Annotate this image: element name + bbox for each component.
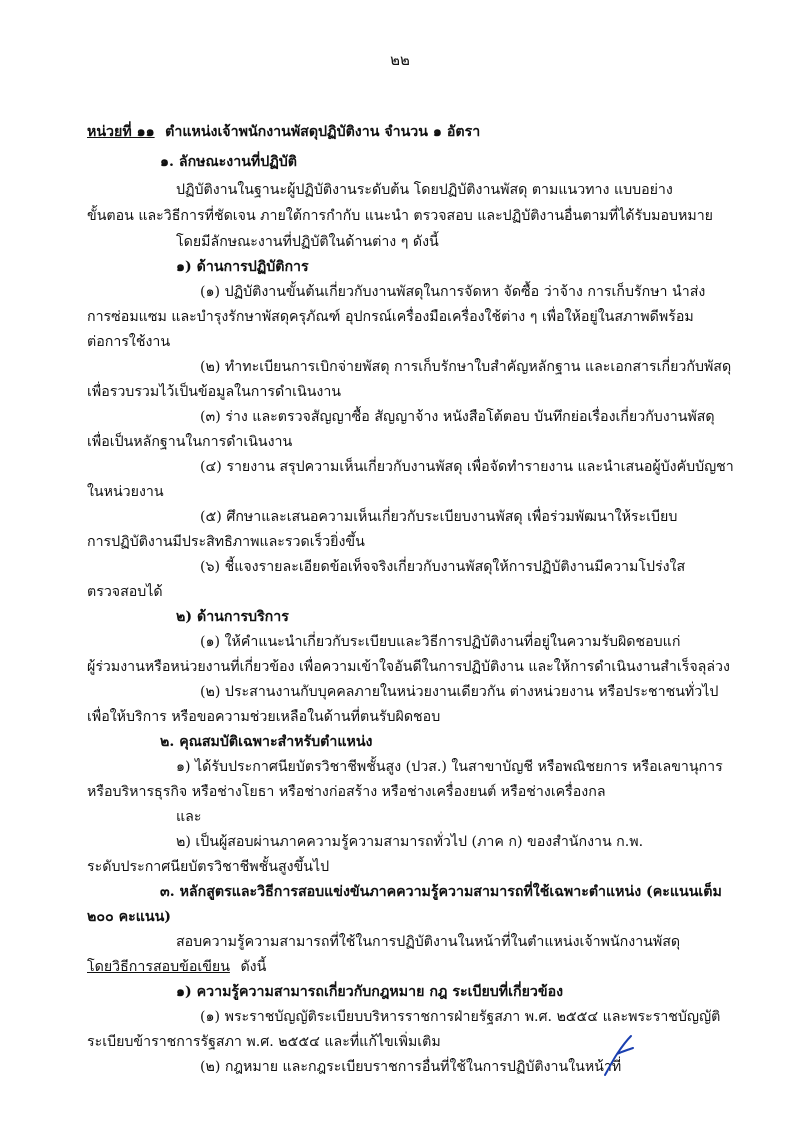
- text-line: ต่อการใช้งาน: [87, 334, 171, 350]
- text-line: (๑) ปฏิบัติงานขั้นต้นเกี่ยวกับงานพัสดุในการจัดหา จัดซื้อ ว่าจ้าง การเก็บรักษา นำส่ง: [200, 284, 706, 300]
- text-line: (๒) ทำทะเบียนการเบิกจ่ายพัสดุ การเก็บรักษาใบสำคัญหลักฐาน และเอกสารเกี่ยวกับพัสดุ: [200, 359, 732, 375]
- unit-label: หน่วยที่ ๑๑: [87, 124, 155, 140]
- written-exam-text: โดยวิธีการสอบข้อเขียน: [87, 959, 230, 975]
- text-line: การซ่อมแซม และบำรุงรักษาพัสดุครุภัณฑ์ อุปกรณ์เครื่องมือเครื่องใช้ต่าง ๆ เพื่อให้อยู่ในสภาพดีพร้อม: [87, 309, 694, 325]
- unit-heading: [87, 122, 727, 142]
- text-line: หรือบริหารธุรกิจ หรือช่างโยธา หรือช่างก่อสร้าง หรือช่างเครื่องยนต์ หรือช่างเครื่องกล: [87, 784, 606, 800]
- text-line: การปฏิบัติงานมีประสิทธิภาพและรวดเร็วยิ่งขึ้น: [87, 534, 365, 550]
- text-line: ระเบียบข้าราชการรัฐสภา พ.ศ. ๒๕๕๔ และที่แก้ไขเพิ่มเติม: [87, 1034, 441, 1050]
- section-3-heading: ๓. หลักสูตรและวิธีการสอบแข่งขันภาคความรู้ความสามารถที่ใช้เฉพาะตำแหน่ง (คะแนนเต็ม: [160, 884, 722, 900]
- text-line: ผู้ร่วมงานหรือหน่วยงานที่เกี่ยวข้อง เพื่อความเข้าใจอันดีในการปฏิบัติงาน และให้การดำเนินงานสำเร็จลุล่วง: [87, 659, 730, 675]
- text-line: เพื่อให้บริการ หรือขอความช่วยเหลือในด้านที่ตนรับผิดชอบ: [87, 709, 441, 725]
- text-line: (๑) ให้คำแนะนำเกี่ยวกับระเบียบและวิธีการปฏิบัติงานที่อยู่ในความรับผิดชอบแก่: [200, 634, 681, 650]
- signature-mark: [597, 1030, 637, 1080]
- section-3-heading-cont: ๒๐๐ คะแนน): [87, 909, 171, 925]
- text-line: และ: [176, 809, 202, 825]
- text-line: ๒) เป็นผู้สอบผ่านภาคความรู้ความสามารถทั่วไป (ภาค ก) ของสำนักงาน ก.พ.: [176, 834, 644, 850]
- text-line: [87, 957, 727, 977]
- subsection-heading: ๑) ความรู้ความสามารถเกี่ยวกับกฎหมาย กฎ ระเบียบที่เกี่ยวข้อง: [176, 984, 564, 1000]
- page-number: ๒๒: [390, 51, 410, 69]
- text-line: สอบความรู้ความสามารถที่ใช้ในการปฏิบัติงานในหน้าที่ในตำแหน่งเจ้าพนักงานพัสดุ: [176, 934, 681, 950]
- section-2-heading: ๒. คุณสมบัติเฉพาะสำหรับตำแหน่ง: [160, 734, 373, 750]
- text-line: (๒) ประสานงานกับบุคคลภายในหน่วยงานเดียวกัน ต่างหน่วยงาน หรือประชาชนทั่วไป: [200, 684, 719, 700]
- text-line: (๒) กฎหมาย และกฎระเบียบราชการอื่นที่ใช้ในการปฏิบัติงานในหน้าที่: [200, 1059, 622, 1075]
- text-line: ระดับประกาศนียบัตรวิชาชีพชั้นสูงขึ้นไป: [87, 859, 330, 875]
- text-line: ในหน่วยงาน: [87, 484, 164, 500]
- position-title: ตำแหน่งเจ้าพนักงานพัสดุปฏิบัติงาน จำนวน ๑ อัตรา: [165, 124, 481, 140]
- subsection-heading: ๑) ด้านการปฏิบัติการ: [176, 259, 309, 275]
- text-line: (๓) ร่าง และตรวจสัญญาซื้อ สัญญาจ้าง หนังสือโต้ตอบ บันทึกย่อเรื่องเกี่ยวกับงานพัสดุ: [200, 409, 715, 425]
- subsection-heading: ๒) ด้านการบริการ: [176, 609, 289, 625]
- text-line: เพื่อรวบรวมไว้เป็นข้อมูลในการดำเนินงาน: [87, 384, 341, 400]
- text-line: (๖) ชี้แจงรายละเอียดข้อเท็จจริงเกี่ยวกับงานพัสดุให้การปฏิบัติงานมีความโปร่งใส: [200, 559, 686, 575]
- text-line: (๔) รายงาน สรุปความเห็นเกี่ยวกับงานพัสดุ เพื่อจัดทำรายงาน และนำเสนอผู้บังคับบัญชา: [200, 459, 734, 475]
- text-line: ๑) ได้รับประกาศนียบัตรวิชาชีพชั้นสูง (ปวส.) ในสาขาบัญชี หรือพณิชยการ หรือเลขานุการ: [176, 759, 723, 775]
- text-fragment: ดังนี้: [240, 959, 267, 975]
- section-1-heading: ๑. ลักษณะงานที่ปฏิบัติ: [160, 154, 297, 170]
- text-line: เพื่อเป็นหลักฐานในการดำเนินงาน: [87, 434, 293, 450]
- text-line: ขั้นตอน และวิธีการที่ชัดเจน ภายใต้การกำกับ แนะนำ ตรวจสอบ และปฏิบัติงานอื่นตามที่ได้รับมอบหมาย: [87, 208, 713, 224]
- text-line: โดยมีลักษณะงานที่ปฏิบัติในด้านต่าง ๆ ดังนี้: [176, 234, 439, 250]
- text-line: ตรวจสอบได้: [87, 584, 163, 600]
- text-line: (๑) พระราชบัญญัติระเบียบบริหารราชการฝ่ายรัฐสภา พ.ศ. ๒๕๕๔ และพระราชบัญญัติ: [200, 1009, 721, 1025]
- text-line: ปฏิบัติงานในฐานะผู้ปฏิบัติงานระดับต้น โดยปฏิบัติงานพัสดุ ตามแนวทาง แบบอย่าง: [176, 182, 673, 198]
- text-line: (๕) ศึกษาและเสนอความเห็นเกี่ยวกับระเบียบงานพัสดุ เพื่อร่วมพัฒนาให้ระเบียบ: [200, 509, 678, 525]
